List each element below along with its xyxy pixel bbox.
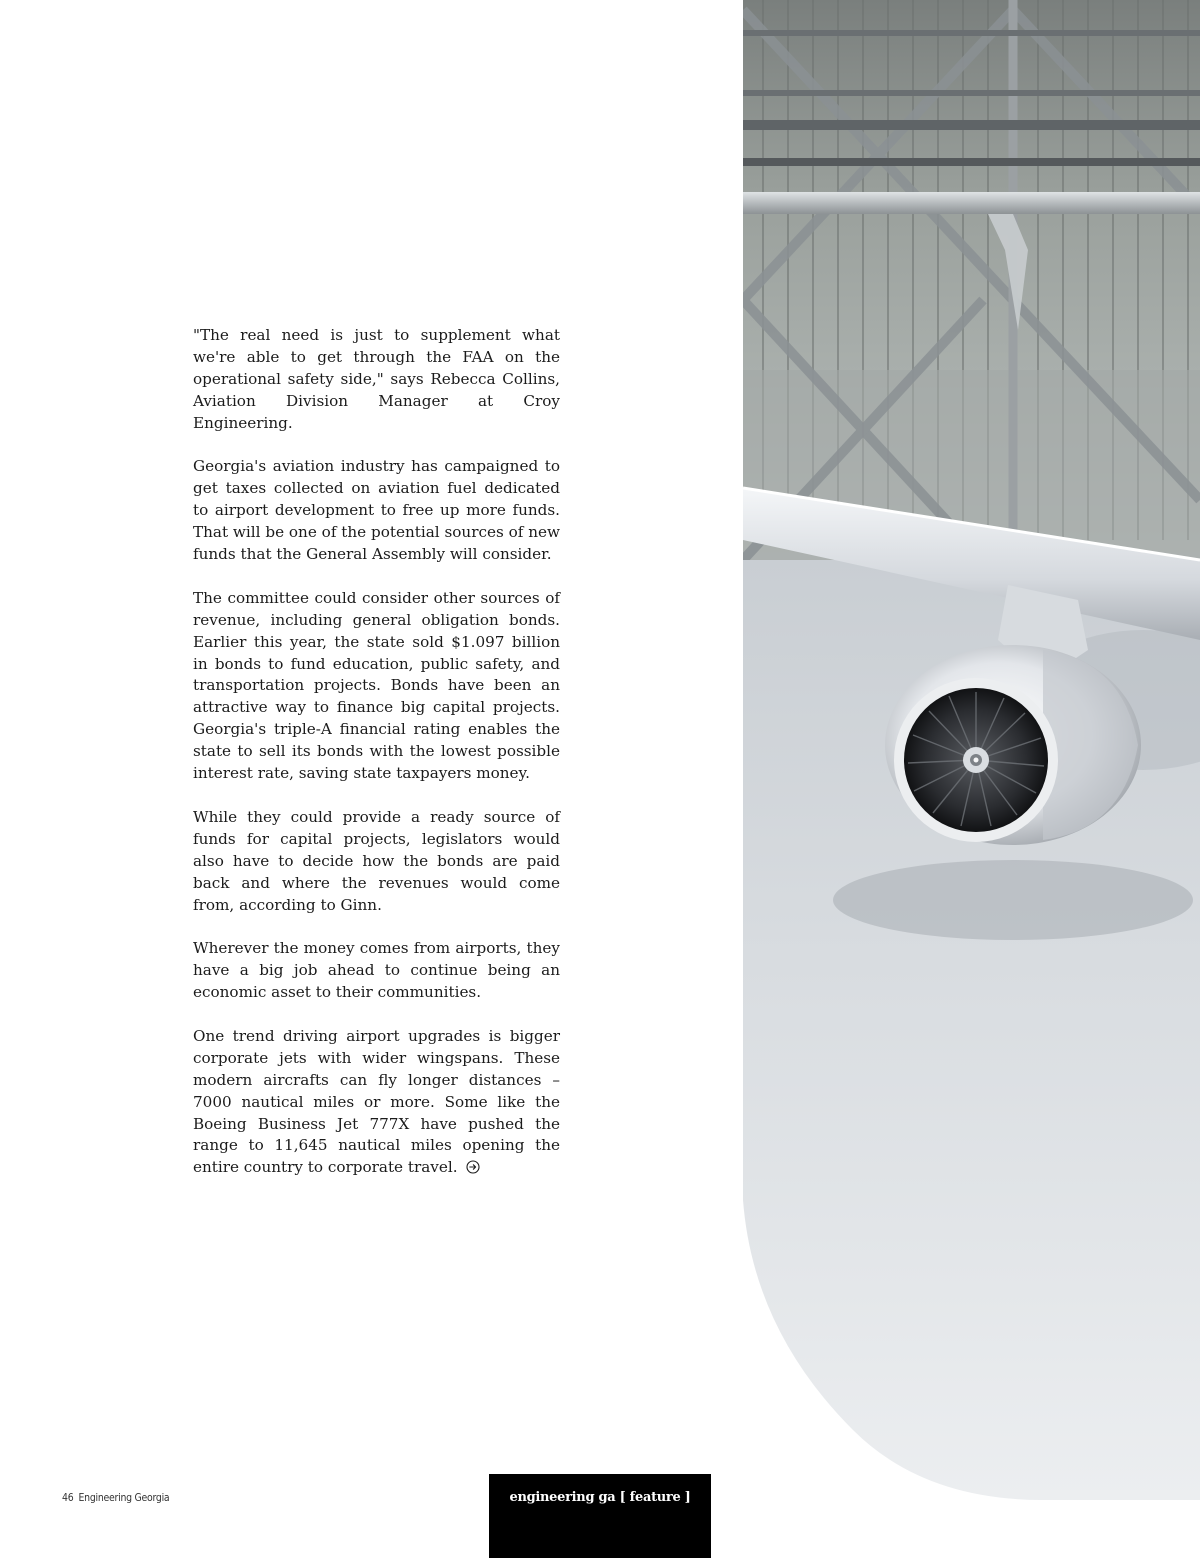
- circled-arrow-right-icon: [466, 1159, 480, 1181]
- page-footer: [62, 1491, 174, 1504]
- publication-name: Engineering Georgia: [78, 1491, 170, 1504]
- page-number: 46: [62, 1491, 74, 1504]
- section-tab: [489, 1474, 711, 1558]
- paragraph-1: "The real need is just to supplement what we're able to get through the FAA on the operational safety side," says Rebecca Collins, Aviation Division Manager at Croy Engineering.: [193, 326, 560, 432]
- paragraph-4: While they could provide a ready source of funds for capital projects, legislators would also have to decide how the bonds are paid back and where the revenues would come from, according to Ginn.: [193, 807, 560, 914]
- paragraph-2: Georgia's aviation industry has campaigned to get taxes collected on aviation fuel dedicated to airport development to free up more funds. That will be one of the potential sources of new funds that the General Assembly will consider.: [193, 457, 560, 564]
- paragraph-5: Wherever the money comes from airports, they have a big job ahead to continue being an economic asset to their communities.: [193, 939, 560, 1002]
- paragraph-6: [193, 1026, 560, 1181]
- paragraph-3: The committee could consider other sources of revenue, including general obligation bonds. Earlier this year, the state sold $1.097 billion in bonds to fund education, public safety, and transportation projects. Bonds have been an attractive way to finance big capital projects. Georgia's triple-A financial rating enables the state to sell its bonds with the lowest possible interest rate, saving state taxpayers money.: [193, 588, 560, 783]
- section-tab-label: engineering ga [ feature ]: [509, 1490, 691, 1505]
- paragraph-6-text: One trend driving airport upgrades is bigger corporate jets with wider wingspans. These modern aircrafts can fly longer distances – 7000 nautical miles or more. Some like the Boeing Business Jet 777X have pushed the range to 11,645 nautical miles opening the entire country to corporate travel.: [193, 1026, 560, 1177]
- article-body: [193, 325, 560, 1203]
- hangar-jet-engine-photo: [743, 0, 1200, 1558]
